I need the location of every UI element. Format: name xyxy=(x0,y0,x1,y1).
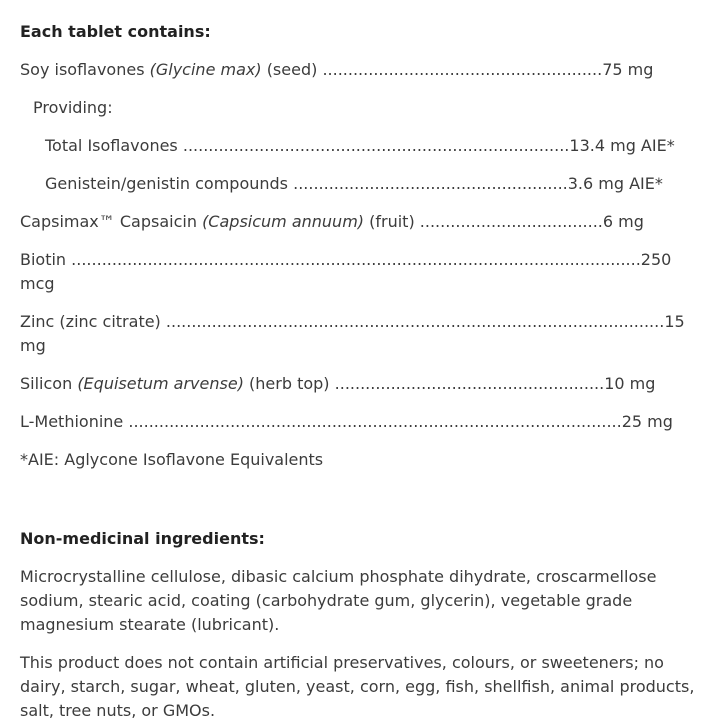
paragraph-allergen-statement: This product does not contain artificial preservatives, colours, or sweeteners; no dairy, starch, sugar, wheat, gluten, yeast, corn, egg, fish, shellfish, animal products, salt, tree nuts, or GMOs. xyxy=(20,653,695,720)
ingredient-row-silicon xyxy=(20,372,700,396)
ingredient-amount: 25 mg xyxy=(621,412,673,431)
ingredient-row-total-isoflavones xyxy=(20,134,700,158)
latin-name: (Capsicum annuum) xyxy=(202,212,365,231)
ingredient-part: (fruit) xyxy=(369,212,415,231)
paragraph-composition: Microcrystalline cellulose, dibasic calcium phosphate dihydrate, croscarmellose sodium, stearic acid, coating (carbohydrate gum, glycerin), vegetable grade magnesium stearate (lubricant). xyxy=(20,567,657,634)
dotted-leader: ..................................................... xyxy=(334,374,605,393)
ingredient-row-biotin xyxy=(20,248,700,296)
ingredient-name: Total Isoflavones xyxy=(45,136,178,155)
ingredient-amount: 250 mcg xyxy=(20,250,672,293)
dotted-leader: ...................................................... xyxy=(293,174,568,193)
dotted-leader: ................................................................................................. xyxy=(128,412,622,431)
ingredient-name: Genistein/genistin compounds xyxy=(45,174,289,193)
ingredient-amount: 75 mg xyxy=(602,60,654,79)
ingredient-amount: 10 mg xyxy=(604,374,656,393)
ingredient-name: Capsimax™ Capsaicin xyxy=(20,212,197,231)
providing-text: Providing: xyxy=(33,98,113,117)
dotted-leader: ....................................................... xyxy=(322,60,603,79)
ingredient-part: (herb top) xyxy=(249,374,330,393)
ingredient-name: Zinc (zinc citrate) xyxy=(20,312,161,331)
ingredient-amount: 3.6 mg AIE* xyxy=(567,174,663,193)
ingredient-name: Biotin xyxy=(20,250,67,269)
ingredient-amount: 15 mg xyxy=(20,312,685,355)
ingredient-amount: 13.4 mg AIE* xyxy=(569,136,675,155)
ingredient-part: (seed) xyxy=(266,60,318,79)
dotted-leader: .................................... xyxy=(419,212,603,231)
dotted-leader: ................................................................................................................ xyxy=(71,250,641,269)
latin-name: (Glycine max) xyxy=(149,60,262,79)
ingredient-name: Silicon xyxy=(20,374,73,393)
ingredient-row-l-methionine xyxy=(20,410,700,434)
providing-label xyxy=(20,96,700,120)
ingredient-row-zinc xyxy=(20,310,700,358)
latin-name: (Equisetum arvense) xyxy=(77,374,244,393)
ingredient-row-capsimax xyxy=(20,210,700,234)
section-heading-medicinal: Each tablet contains: xyxy=(20,22,211,41)
ingredient-name: L-Methionine xyxy=(20,412,124,431)
section-heading-non-medicinal: Non-medicinal ingredients: xyxy=(20,529,265,548)
dotted-leader: ............................................................................ xyxy=(182,136,570,155)
dotted-leader: .................................................................................................. xyxy=(165,312,665,331)
ingredient-row-soy-isoflavones xyxy=(20,58,700,82)
aie-footnote: *AIE: Aglycone Isoflavone Equivalents xyxy=(20,450,324,469)
ingredient-row-genistein xyxy=(20,172,700,196)
ingredient-name: Soy isoflavones xyxy=(20,60,145,79)
ingredient-amount: 6 mg xyxy=(602,212,644,231)
